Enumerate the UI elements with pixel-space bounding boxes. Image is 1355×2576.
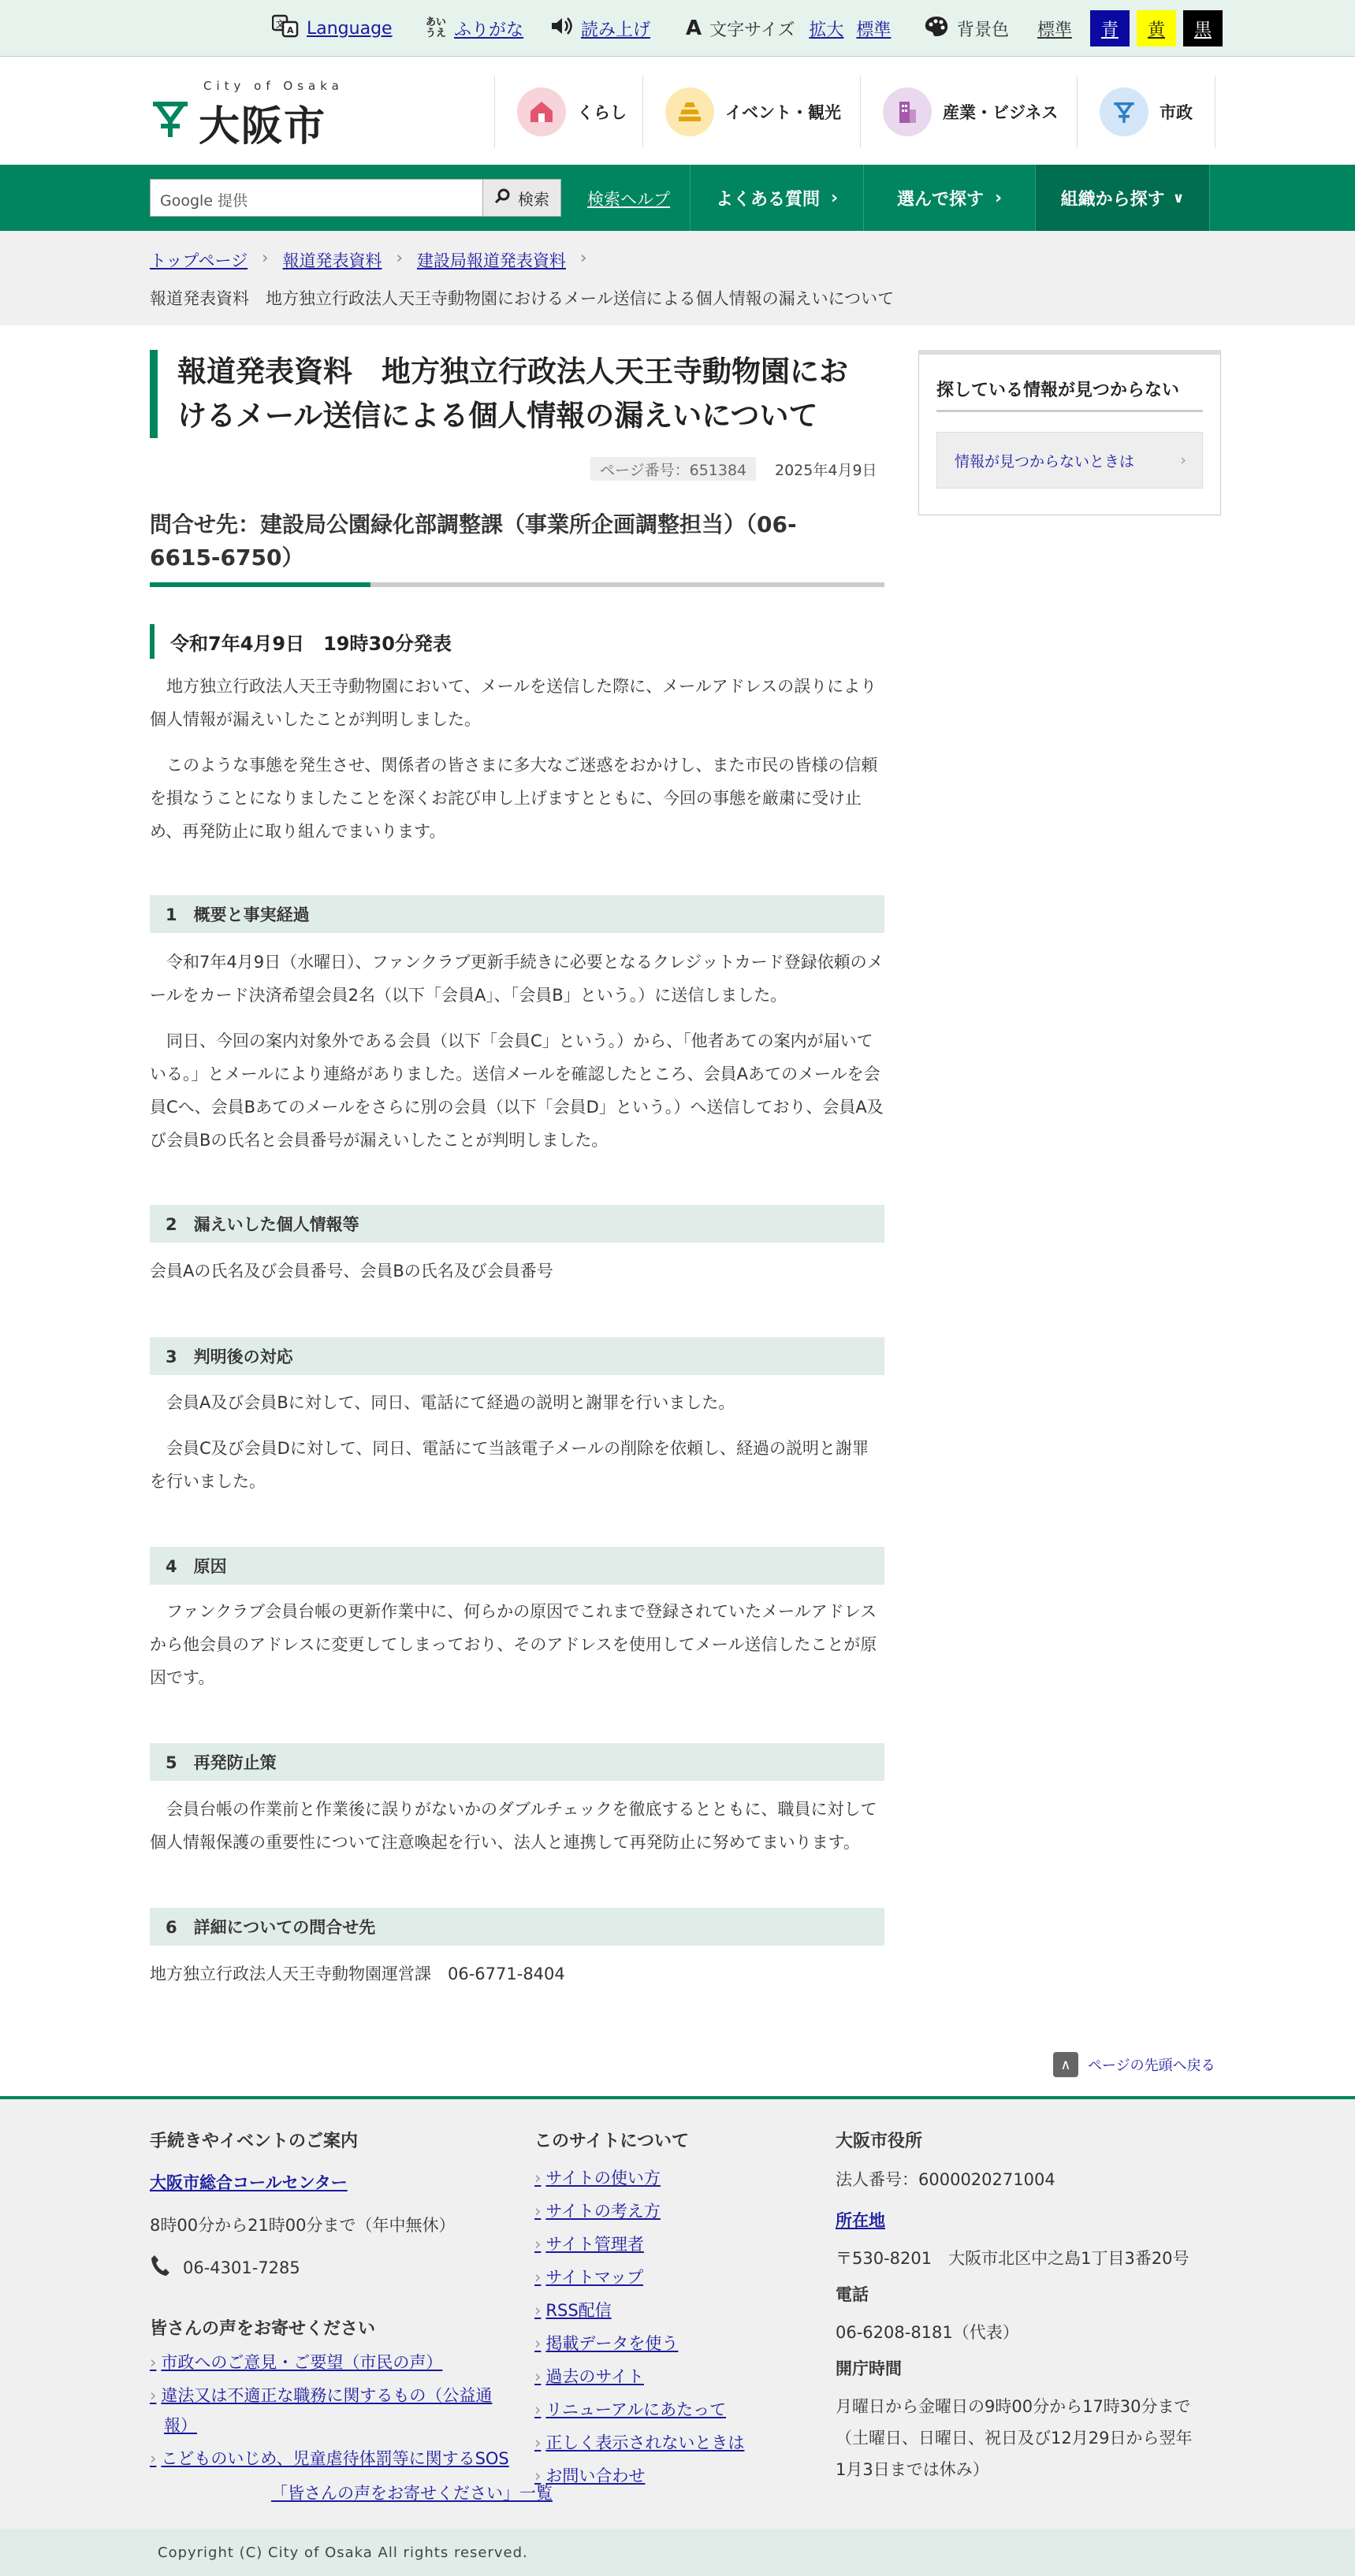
back-to-top-label: ページの先頭へ戻る [1088,2057,1215,2074]
page-number: ページ番号：651384 [590,457,756,481]
voice-link[interactable]: › こどものいじめ、児童虐待体罰等に関するSOS [150,2449,509,2468]
bg-blue-button[interactable]: 青 [1090,10,1130,46]
search-button-label: 検索 [518,189,549,209]
palette-icon [924,15,949,42]
font-size-icon: A [686,17,702,40]
paragraph: このような事態を発生させ、関係者の皆さまに多大なご迷惑をおかけし、また市民の皆様の信頼を損なうことになりましたことを深くお詫び申し上げますとともに、今回の事態を厳粛に受け止め、再発防止に取り組んでまいります。 [150,756,878,841]
paragraph: 同日、今回の案内対象外である会員（以下「会員C」という。）から、「他者あての案内が届いている。」とメールにより連絡がありました。送信メールを確認したところ、会員Aあてのメールを会員Cへ、会員Bあてのメールをさらに別の会員（以下「会員D」という。）へ送信しており、会員A及び会員Bの氏名と会員番号が漏えいしたことが判明しました。 [150,1032,884,1150]
contact-heading [150,508,884,574]
publish-heading: 令和7年4月9日 19時30分発表 [150,624,452,659]
search-icon [494,188,512,209]
site-link-label: 掲載データを使う [545,2334,679,2353]
hours-line: 1月3日までは休み） [836,2460,989,2479]
call-center-link[interactable]: 大阪市総合コールセンター [150,2173,348,2192]
org-button[interactable] [1035,165,1210,231]
heading-underline [150,582,884,587]
utility-bar [0,0,1355,57]
voice-link[interactable]: › 市政へのご意見・ご要望（市民の声） [150,2353,443,2372]
nav-shisei[interactable] [1077,76,1215,148]
copyright-bar [0,2529,1355,2576]
footer-heading: 皆さんの声をお寄せください [150,2319,376,2339]
back-to-top-link[interactable] [1053,2052,1215,2077]
nav-label: くらし [577,103,627,122]
site-link-label: 過去のサイト [545,2367,644,2386]
faq-label: よくある質問 [715,189,820,210]
breadcrumb-current: 報道発表資料 地方独立行政法人天王寺動物園におけるメール送信による個人情報の漏えいについて [150,289,895,308]
svg-text:文: 文 [276,19,285,29]
contact-line: 問合せ先：建設局公園緑化部調整課（事業所企画調整担当）（06- [150,511,797,537]
chevron-right-icon: › [579,248,587,267]
search-placeholder: Google 提供 [160,192,248,210]
phone-icon [150,2254,170,2281]
voice-link-label: こどものいじめ、児童虐待体罰等に関するSOS [161,2449,509,2468]
paragraph: 地方独立行政法人天王寺動物園において、メールを送信した際に、メールアドレスの誤りにより個人情報が漏えいしたことが判明しました。 [150,677,877,729]
copyright-text: Copyright (C) City of Osaka All rights reserved. [158,2544,528,2561]
voice-link-label[interactable]: 報） [164,2416,197,2435]
paragraph: 会員C及び会員Dに対して、同日、電話にて当該電子メールの削除を依頼し、経過の説明と謝罪を行いました。 [150,1439,869,1491]
site-link-label: サイトの使い方 [545,2169,661,2188]
furigana-icon: あい うえ [426,17,447,39]
org-label: 組織から探す [1060,189,1165,210]
site-header [0,57,1355,165]
faq-button[interactable] [690,165,863,231]
hours-heading: 開庁時間 [836,2359,902,2378]
language-label[interactable]: Language [307,18,393,39]
not-found-label: 情報が見つからないときは [955,452,1135,470]
footer-heading: 手続きやイベントのご案内 [150,2132,359,2151]
enlarge-button[interactable]: 拡大 [809,20,844,40]
nav-label: 産業・ビジネス [943,103,1059,122]
title-line: けるメール送信による個人情報の漏えいについて [177,399,818,433]
house-icon [517,87,566,136]
search-input[interactable] [150,179,483,217]
furigana-link[interactable] [426,14,523,43]
section-heading: 3 判明後の対応 [150,1337,884,1375]
chevron-right-icon: › [396,248,403,267]
site-link-label: 正しく表示されないときは [545,2433,745,2452]
search-button[interactable] [482,179,561,217]
voice-link[interactable]: › 違法又は不適正な職務に関するもの（公益通 [150,2386,493,2405]
paragraph: 会員台帳の作業前と作業後に誤りがないかのダブルチェックを徹底するとともに、職員に対して個人情報保護の重要性について注意喚起を行い、法人と連携して再発防止に努めてまいります。 [150,1800,877,1852]
nav-label: イベント・観光 [725,103,841,122]
section-heading: 4 原因 [150,1547,884,1585]
chevron-right-icon: › [830,188,839,208]
bg-yellow-button[interactable]: 黄 [1137,10,1176,46]
site-link-label: サイトの考え方 [545,2202,661,2221]
voice-link-label: 市政へのご意見・ご要望（市民の声） [161,2353,443,2372]
chevron-right-icon: › [1180,452,1186,469]
site-link[interactable]: › RSS配信 [534,2301,612,2320]
building-icon [883,87,932,136]
breadcrumb-link[interactable]: トップページ [150,251,248,270]
site-link-label: リニューアルにあたって [545,2400,727,2419]
section-heading: 5 再発防止策 [150,1743,884,1781]
paragraph: ファンクラブ会員台帳の更新作業中に、何らかの原因でこれまで登録されていたメールアドレスから他会員のアドレスに変更してしまっており、そのアドレスを使用してメール送信したことが原因です。 [150,1602,877,1687]
site-link-label: サイトマップ [545,2268,644,2287]
nav-label: 市政 [1160,103,1193,122]
logo-subtitle: City of Osaka [203,79,344,93]
choose-button[interactable] [863,165,1035,231]
paragraph: 会員Aの氏名及び会員番号、会員Bの氏名及び会員番号 [150,1262,553,1281]
site-link[interactable]: › リニューアルにあたって [534,2400,727,2419]
section-heading: 1 概要と事実経過 [150,895,884,933]
location-link[interactable]: 所在地 [836,2211,885,2230]
site-logo[interactable] [150,79,355,151]
voice-list-link[interactable]: 「皆さんの声をお寄せください」一覧 [271,2484,553,2503]
section-heading: 2 漏えいした個人情報等 [150,1205,884,1243]
hours-line: 月曜日から金曜日の9時00分から17時30分まで [836,2397,1191,2416]
search-help-link[interactable]: 検索ヘルプ [587,190,670,209]
site-link[interactable]: › 過去のサイト [534,2367,644,2386]
call-center-hours: 8時00分から21時00分まで（年中無休） [150,2216,456,2235]
bg-black-button[interactable]: 黒 [1183,10,1223,46]
event-icon [665,87,714,136]
sidebar-heading: 探している情報が見つからない [936,381,1180,400]
site-link-label: サイト管理者 [545,2235,644,2254]
main-nav-bar [0,165,1355,231]
corporate-number: 法人番号：6000020271004 [836,2170,1055,2189]
not-found-link[interactable] [936,432,1203,489]
osaka-emblem-icon [150,98,191,139]
font-size-label: 文字サイズ [709,20,795,40]
page-title [150,350,884,438]
bg-color-control [924,14,1009,43]
call-center-phone [150,2254,300,2281]
update-date: 2025年4月9日 [775,462,877,479]
chevron-up-icon: ∧ [1053,2052,1078,2077]
voice-link-label: 違法又は不適正な職務に関するもの（公益通 [161,2386,493,2405]
footer-heading: このサイトについて [534,2132,690,2151]
font-size-control [686,14,891,43]
language-link[interactable] [272,14,393,43]
bg-standard-button[interactable]: 標準 [1037,20,1072,40]
site-link[interactable]: › サイトの使い方 [534,2169,661,2188]
site-link[interactable]: › お問い合わせ [534,2466,646,2485]
svg-text:A: A [287,25,294,35]
site-link[interactable]: › サイトの考え方 [534,2202,661,2221]
chevron-right-icon: › [994,188,1003,208]
site-link-label: お問い合わせ [545,2466,646,2485]
breadcrumb-link[interactable]: 報道発表資料 [282,251,382,270]
read-aloud-label[interactable]: 読み上げ [581,20,651,40]
site-link[interactable]: › 正しく表示されないときは [534,2433,745,2452]
translate-icon [272,14,299,43]
section-heading: 6 詳細についての問合せ先 [150,1908,884,1946]
paragraph: 令和7年4月9日（水曜日）、ファンクラブ更新手続きに必要となるクレジットカード登録依頼のメールをカード決済希望会員2名（以下「会員A」、「会員B」という。）に送信しました。 [150,953,884,1005]
nav-business[interactable] [860,76,1058,148]
phone-number: 06-4301-7285 [183,2258,300,2277]
site-link[interactable]: › サイト管理者 [534,2235,644,2254]
title-line: 報道発表資料 地方独立行政法人天王寺動物園にお [177,355,848,388]
breadcrumb [0,231,1355,325]
site-footer [0,2096,1355,2529]
paragraph: 会員A及び会員Bに対して、同日、電話にて経過の説明と謝罪を行いました。 [150,1393,735,1412]
site-link-label: RSS配信 [545,2301,612,2320]
city-emblem-icon [1100,87,1148,136]
breadcrumb-link[interactable]: 建設局報道発表資料 [416,251,566,270]
nav-event[interactable] [642,76,841,148]
bg-color-label: 背景色 [957,20,1010,40]
footer-heading: 大阪市役所 [836,2132,923,2151]
sidebar-help-box [918,350,1221,515]
chevron-down-icon: ∨ [1172,189,1185,206]
site-link[interactable]: › サイトマップ [534,2268,644,2287]
logo-name: 大阪市 [199,103,327,151]
speaker-icon [549,15,573,42]
read-aloud-link[interactable] [549,14,650,43]
choose-label: 選んで探す [896,189,984,210]
tel-heading: 電話 [836,2285,869,2304]
contact-line: 6615-6750） [150,545,304,571]
paragraph: 地方独立行政法人天王寺動物園運営課 06-6771-8404 [150,1965,565,1983]
hours-line: （土曜日、日曜日、祝日及び12月29日から翌年 [836,2429,1193,2448]
furigana-label[interactable]: ふりがな [454,20,524,40]
nav-kurashi[interactable] [494,76,627,148]
address: 〒530-8201 大阪市北区中之島1丁目3番20号 [836,2249,1189,2268]
chevron-right-icon: › [262,248,269,267]
font-standard-button[interactable]: 標準 [856,20,892,40]
site-link[interactable]: › 掲載データを使う [534,2334,679,2353]
tel-number: 06-6208-8181（代表） [836,2323,1019,2342]
